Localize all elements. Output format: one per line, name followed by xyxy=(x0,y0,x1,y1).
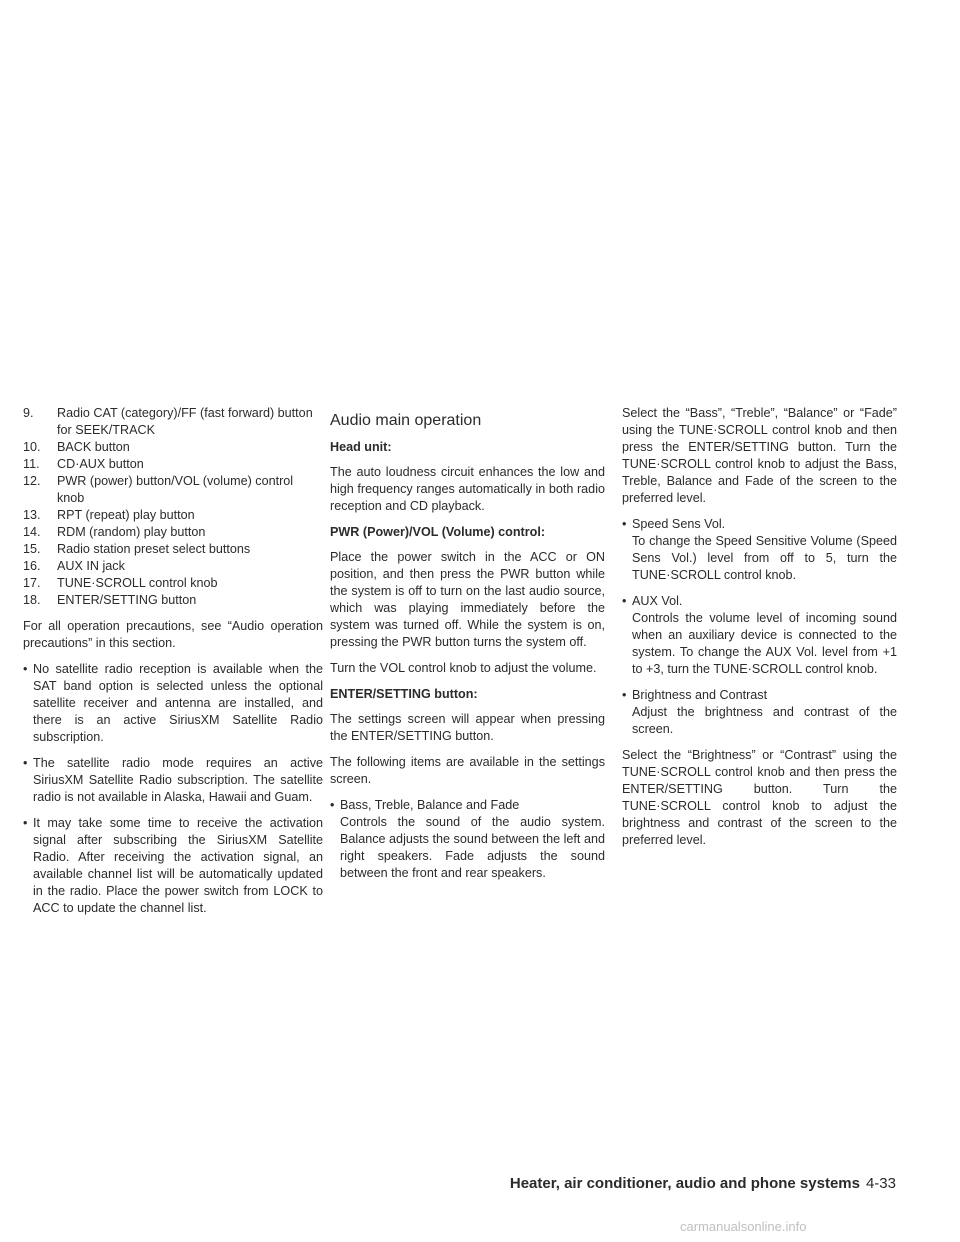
speed-sens-description: To change the Speed Sensitive Volume (Speed Sens Vol.) level from off to 5, turn the TUNE·SCROLL control knob. xyxy=(632,534,897,582)
list-item: 10. BACK button xyxy=(23,440,130,454)
enter-setting-heading: ENTER/SETTING button: xyxy=(330,687,478,701)
page-footer xyxy=(498,1174,896,1194)
right-column xyxy=(622,405,897,858)
list-item: 9. Radio CAT (category)/FF (fast forward) button for SEEK/TRACK xyxy=(23,406,313,437)
list-item: 18. ENTER/SETTING button xyxy=(23,593,197,607)
watermark: carmanualsonline.info xyxy=(680,1219,807,1234)
list-item: 15. Radio station preset select buttons xyxy=(23,542,251,556)
page-number: 4-33 xyxy=(865,1175,896,1192)
bullet-item: • AUX Vol. xyxy=(622,594,683,608)
footer-section-title: Heater, air conditioner, audio and phone systems xyxy=(509,1175,860,1192)
middle-column xyxy=(330,405,605,891)
list-item: 12. PWR (power) button/VOL (volume) control knob xyxy=(23,474,294,505)
list-item: 17. TUNE·SCROLL control knob xyxy=(23,576,218,590)
vol-paragraph: Turn the VOL control knob to adjust the volume. xyxy=(330,661,597,675)
section-title: Audio main operation xyxy=(330,412,482,429)
left-column xyxy=(23,405,323,926)
enter-setting-paragraph: The settings screen will appear when pressing the ENTER/SETTING button. xyxy=(330,712,605,743)
brightness-description: Adjust the brightness and contrast of the screen. xyxy=(632,705,897,736)
pwr-heading: PWR (Power)/VOL (Volume) control: xyxy=(330,525,546,539)
head-unit-heading: Head unit: xyxy=(330,440,392,454)
head-unit-paragraph: The auto loudness circuit enhances the low and high frequency ranges automatically in both radio reception and CD playback. xyxy=(330,465,605,513)
precautions-paragraph: For all operation precautions, see “Audio operation precautions” in this section. xyxy=(23,619,323,650)
bullet-item: • Bass, Treble, Balance and Fade xyxy=(330,798,520,812)
pwr-paragraph: Place the power switch in the ACC or ON position, and then press the PWR button while the system is off to turn on the last audio source, which was playing immediately before the system was turned off. While the system is on, pressing the PWR button turns the system off. xyxy=(330,550,605,649)
list-item: 14. RDM (random) play button xyxy=(23,525,206,539)
bass-description: Controls the sound of the audio system. Balance adjusts the sound between the left and right speakers. Fade adjusts the sound between the front and rear speakers. xyxy=(340,815,605,880)
select-paragraph: Select the “Bass”, “Treble”, “Balance” or “Fade” using the TUNE·SCROLL control knob and then press the ENTER/SETTING button. Turn the TUNE·SCROLL control knob to adjust the Bass, Treble, Balance and Fade of the screen to the preferred level. xyxy=(622,406,897,505)
bullet-item: • Speed Sens Vol. xyxy=(622,517,726,531)
list-item: 13. RPT (repeat) play button xyxy=(23,508,195,522)
bullet-item: • No satellite radio reception is available when the SAT band option is selected unless the optional satellite receiver and antenna are installed, and there is an active SiriusXM Satellite Radio subscription. xyxy=(23,662,323,744)
select-brightness-paragraph: Select the “Brightness” or “Contrast” using the TUNE·SCROLL control knob and then press the ENTER/SETTING button. Turn the TUNE·SCROLL control knob to adjust the brightness and contrast of the screen to the preferred level. xyxy=(622,748,897,847)
bullet-item: • The satellite radio mode requires an active SiriusXM Satellite Radio subscription. The satellite radio is not available in Alaska, Hawaii and Guam. xyxy=(23,756,323,804)
list-item: 11. CD·AUX button xyxy=(23,457,144,471)
bullet-item: • It may take some time to receive the activation signal after subscribing the SiriusXM Satellite Radio. After receiving the activation signal, an available channel list will be automatically updated in the radio. Place the power switch from LOCK to ACC to update the channel list. xyxy=(23,816,323,915)
list-item: 16. AUX IN jack xyxy=(23,559,125,573)
aux-vol-description: Controls the volume level of incoming sound when an auxiliary device is connected to the system. To change the AUX Vol. level from +1 to +3, turn the TUNE·SCROLL control knob. xyxy=(632,611,897,676)
control-list xyxy=(23,405,323,609)
bullet-item: • Brightness and Contrast xyxy=(622,688,768,702)
settings-items-paragraph: The following items are available in the settings screen. xyxy=(330,755,605,786)
